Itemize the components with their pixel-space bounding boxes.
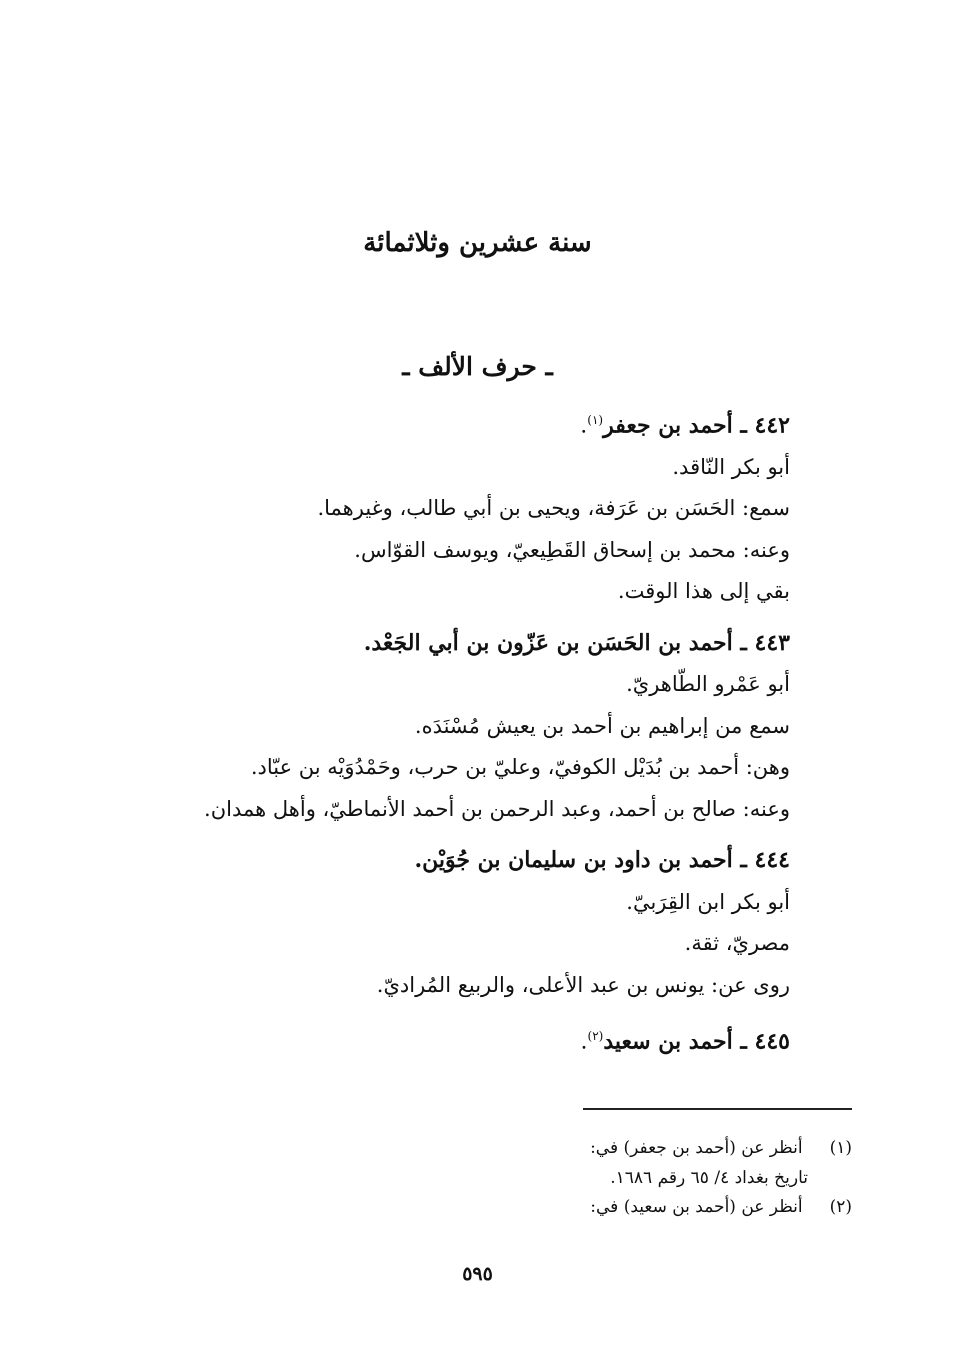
entry-title	[130, 840, 852, 882]
entry-name-end: .	[580, 1029, 588, 1055]
entry-number: ٤٤٢	[754, 412, 790, 439]
footnote-number: (١)	[829, 1138, 852, 1158]
entry-line: وعنه: محمد بن إسحاق القَطِيعيّ، ويوسف القوّاس.	[354, 537, 790, 562]
footnote-text: تاريخ بغداد ٤/ ٦٥ رقم ١٦٨٦.	[610, 1167, 808, 1188]
entry-442	[130, 400, 852, 613]
footnote-item	[400, 1164, 852, 1194]
entry-number: ٤٤٣	[754, 629, 790, 656]
entry-line: وهن: أحمد بن بُدَيْل الكوفيّ، وعليّ بن حرب، وحَمْدُوَيْه بن عبّاد.	[250, 755, 790, 780]
footnote-reference[interactable]: (٢)	[587, 1029, 604, 1044]
entry-number: ٤٤٥	[754, 1028, 790, 1055]
entry-name: ـ أحمد بن سعيد	[603, 1028, 747, 1055]
entry-title	[130, 400, 852, 447]
entry-line: سمع من إبراهيم بن أحمد بن يعيش مُسْنَدَه.	[414, 713, 790, 738]
entry-name: ـ أحمد بن الحَسَن بن عَزّون بن أبي الجَعْد.	[363, 629, 747, 656]
entry-line-wrapped: وعنه: صالح بن أحمد، وعبد الرحمن بن أحمد الأنماطيّ، وأهل همدان.	[204, 796, 790, 821]
footnote-text: أنظر عن (أحمد بن سعيد) في:	[590, 1197, 803, 1217]
entry-name: ـ أحمد بن داود بن سليمان بن جُوَيْن.	[414, 847, 747, 874]
entry-name: ـ أحمد بن جعفر	[603, 412, 747, 439]
footnotes	[400, 1134, 852, 1223]
footnote-divider	[583, 1108, 852, 1110]
entry-line: أبو عَمْرو الطّاهريّ.	[626, 672, 790, 697]
footnote-text: أنظر عن (أحمد بن جعفر) في:	[590, 1138, 803, 1158]
entries-body	[130, 400, 852, 1073]
footnote-item	[400, 1134, 852, 1164]
entry-title	[130, 1016, 852, 1063]
entry-line: أبو بكر ابن القِرَبيّ.	[626, 889, 790, 914]
entry-line: مصريّ، ثقة.	[684, 931, 790, 956]
entry-line: أبو بكر النّاقد.	[672, 454, 790, 479]
entry-number: ٤٤٤	[754, 847, 790, 874]
entry-445	[130, 1016, 852, 1063]
entry-title	[130, 623, 852, 665]
footnote-number: (٢)	[829, 1197, 852, 1217]
section-heading: ـ حرف الألف ـ	[402, 352, 553, 381]
footnote-item	[400, 1193, 852, 1223]
entry-443	[130, 623, 852, 831]
entry-line: سمع: الحَسَن بن عَرَفة، ويحيى بن أبي طالب، وغيرهما.	[317, 496, 790, 521]
entry-line: بقي إلى هذا الوقت.	[617, 579, 790, 604]
page-number: ٥٩٥	[462, 1263, 493, 1285]
footnote-reference[interactable]: (١)	[587, 413, 604, 427]
year-heading: سنة عشرين وثلاثمائة	[363, 228, 592, 258]
entry-444	[130, 840, 852, 1006]
entry-name-end: .	[580, 413, 588, 439]
entry-line: روى عن: يونس بن عبد الأعلى، والربيع المُراديّ.	[376, 972, 790, 997]
